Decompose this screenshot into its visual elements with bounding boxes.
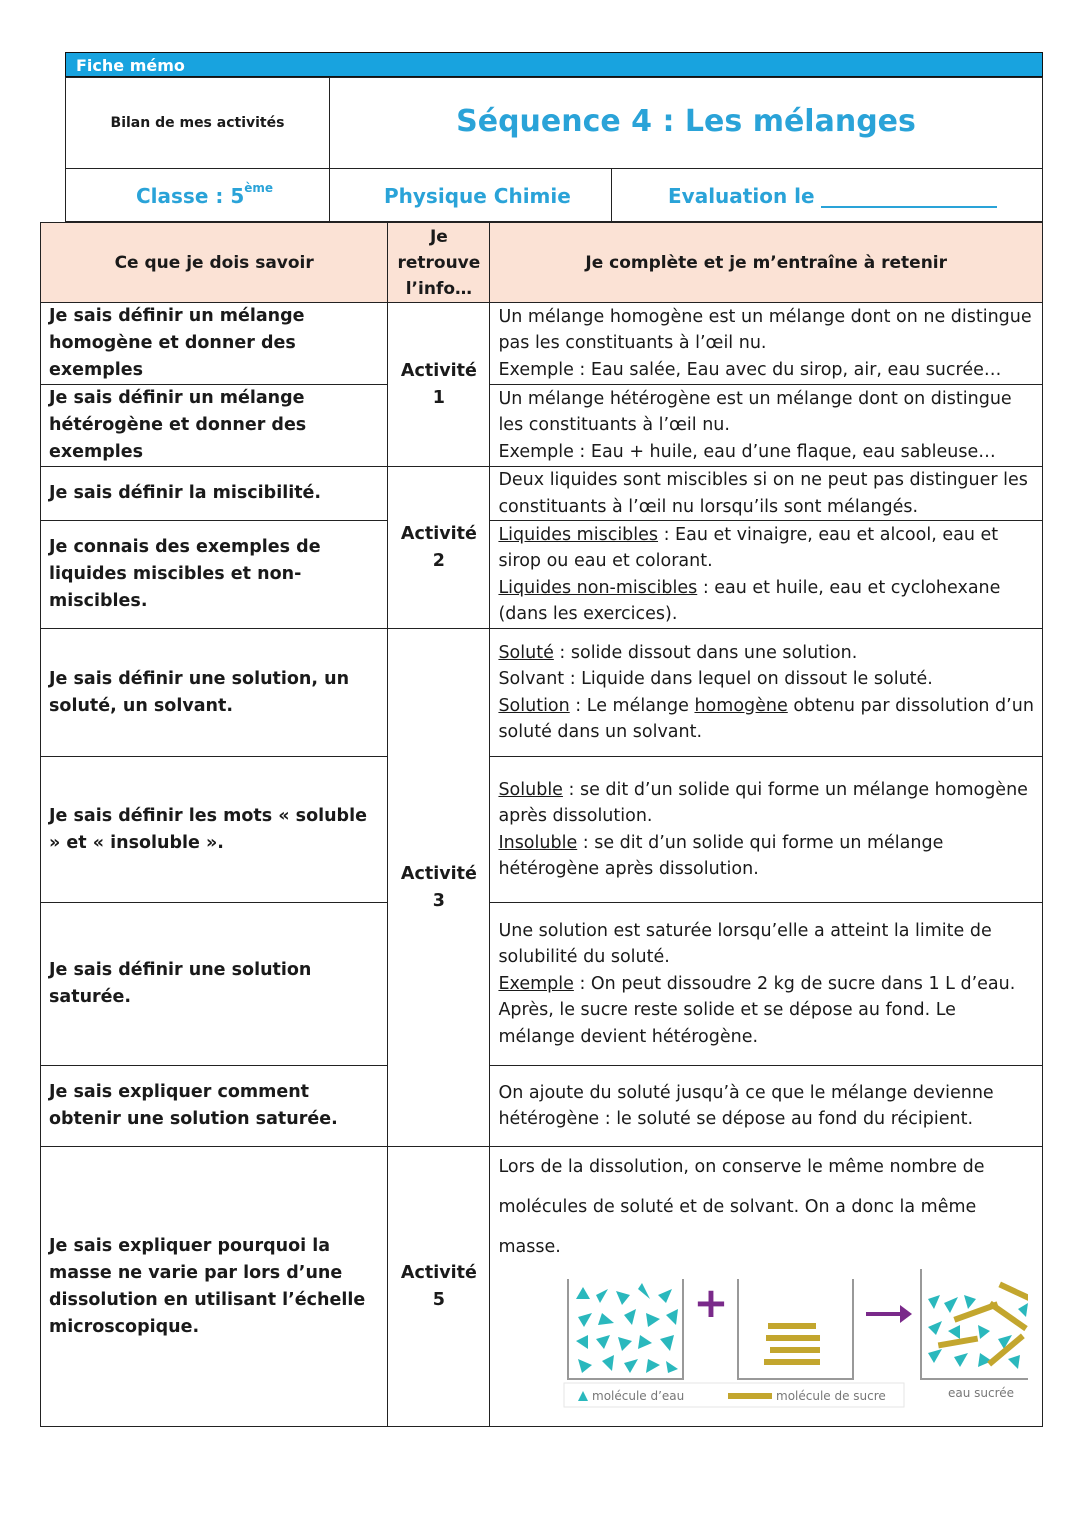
info-saturee: Une solution est saturée lorsqu’elle a atteint la limite de solubilité du soluté. Exemple : On peut dissoudre 2 kg de sucre dans 1 L d’eau. Après, le sucre reste solide et se dépose au fond. Le mélange devient hétérogène. xyxy=(490,903,1043,1066)
table-row xyxy=(41,757,1043,903)
sugar-molecules xyxy=(764,1323,820,1365)
savoir-solution: Je sais définir une solution, un soluté, un solvant. xyxy=(41,629,388,757)
header-savoir: Ce que je dois savoir xyxy=(41,223,388,303)
table-row xyxy=(41,385,1043,467)
table-row xyxy=(41,1147,1043,1427)
result-label: eau sucrée xyxy=(948,1386,1015,1400)
info-obtenir-saturee: On ajoute du soluté jusqu’à ce que le mélange devienne hétérogène : le soluté se dépose au fond du récipient. xyxy=(490,1066,1043,1147)
info-masse xyxy=(490,1147,1043,1427)
table-row xyxy=(41,521,1043,629)
plus-sign: + xyxy=(693,1278,730,1327)
evaluation-label: Evaluation le xyxy=(668,184,997,208)
fiche-memo-label: Fiche mémo xyxy=(76,56,185,75)
header-complete: Je complète et je m’entraîne à retenir xyxy=(490,223,1043,303)
diagram-legend xyxy=(564,1383,904,1407)
table-row xyxy=(41,467,1043,521)
header-retrouve: Je retrouve l’info… xyxy=(388,223,490,303)
evaluation-cell xyxy=(611,168,1043,222)
water-molecules xyxy=(576,1283,678,1373)
title-cell xyxy=(329,77,1043,169)
savoir-homogene: Je sais définir un mélange homogène et donner des exemples xyxy=(41,303,388,385)
activite-5: Activité 5 xyxy=(388,1147,490,1427)
evaluation-date-line xyxy=(821,186,997,208)
table-header-row xyxy=(41,223,1043,303)
bilan-cell xyxy=(65,77,330,169)
activite-1: Activité 1 xyxy=(388,303,490,467)
beaker-sugar xyxy=(738,1279,853,1379)
beaker-water xyxy=(568,1279,683,1379)
savoir-saturee: Je sais définir une solution saturée. xyxy=(41,903,388,1066)
legend-sugar-icon xyxy=(728,1393,772,1399)
memo-table xyxy=(40,222,1043,1427)
activite-3: Activité 3 xyxy=(388,629,490,1147)
savoir-miscibilite: Je sais définir la miscibilité. xyxy=(41,467,388,521)
info-heterogene: Un mélange hétérogène est un mélange dont on distingue les constituants à l’œil nu. Exemple : Eau + huile, eau d’une flaque, eau sableuse… xyxy=(490,385,1043,467)
classe-label: Classe : 5ème xyxy=(136,181,274,208)
table-row xyxy=(41,903,1043,1066)
beaker-result xyxy=(921,1269,1028,1379)
fiche-memo-bar xyxy=(65,52,1043,77)
matiere-cell xyxy=(329,168,612,222)
bilan-label: Bilan de mes activités xyxy=(110,115,285,131)
legend-sugar-label: molécule de sucre xyxy=(776,1389,887,1403)
info-homogene: Un mélange homogène est un mélange dont on ne distingue pas les constituants à l’œil nu. Exemple : Eau salée, Eau avec du sirop, air, eau sucrée… xyxy=(490,303,1043,385)
info-soluble: Soluble : se dit d’un solide qui forme un mélange homogène après dissolution. Insoluble : se dit d’un solide qui forme un mélange hétérogène après dissolution. xyxy=(490,757,1043,903)
savoir-obtenir-saturee: Je sais expliquer comment obtenir une solution saturée. xyxy=(41,1066,388,1147)
reaction-arrow xyxy=(866,1305,912,1323)
savoir-miscibles: Je connais des exemples de liquides miscibles et non-miscibles. xyxy=(41,521,388,629)
info-solution: Soluté : solide dissout dans une solution. Solvant : Liquide dans lequel on dissout le soluté. Solution : Le mélange homogène obtenu par dissolution d’un soluté dans un solvant. xyxy=(490,629,1043,757)
table-row xyxy=(41,303,1043,385)
savoir-heterogene: Je sais définir un mélange hétérogène et donner des exemples xyxy=(41,385,388,467)
info-miscibilite: Deux liquides sont miscibles si on ne peut pas distinguer les constituants à l’œil nu lorsqu’ils sont mélangés. xyxy=(490,467,1043,521)
masse-text: Lors de la dissolution, on conserve le même nombre de molécules de soluté et de solvant. On a donc la même masse. xyxy=(498,1157,985,1257)
activite-2: Activité 2 xyxy=(388,467,490,629)
page-title: Séquence 4 : Les mélanges xyxy=(456,104,916,139)
info-miscibles: Liquides miscibles : Eau et vinaigre, eau et alcool, eau et sirop ou eau et colorant. Liquides non-miscibles : eau et huile, eau et cyclohexane (dans les exercices). xyxy=(490,521,1043,629)
legend-water-label: molécule d’eau xyxy=(592,1389,685,1403)
savoir-masse: Je sais expliquer pourquoi la masse ne varie par lors d’une dissolution en utilisant l’échelle microscopique. xyxy=(41,1147,388,1427)
dissolution-diagram xyxy=(498,1269,1028,1409)
matiere-label: Physique Chimie xyxy=(384,184,571,208)
savoir-soluble: Je sais définir les mots « soluble » et « insoluble ». xyxy=(41,757,388,903)
table-row xyxy=(41,629,1043,757)
classe-cell xyxy=(65,168,330,222)
table-row xyxy=(41,1066,1043,1147)
